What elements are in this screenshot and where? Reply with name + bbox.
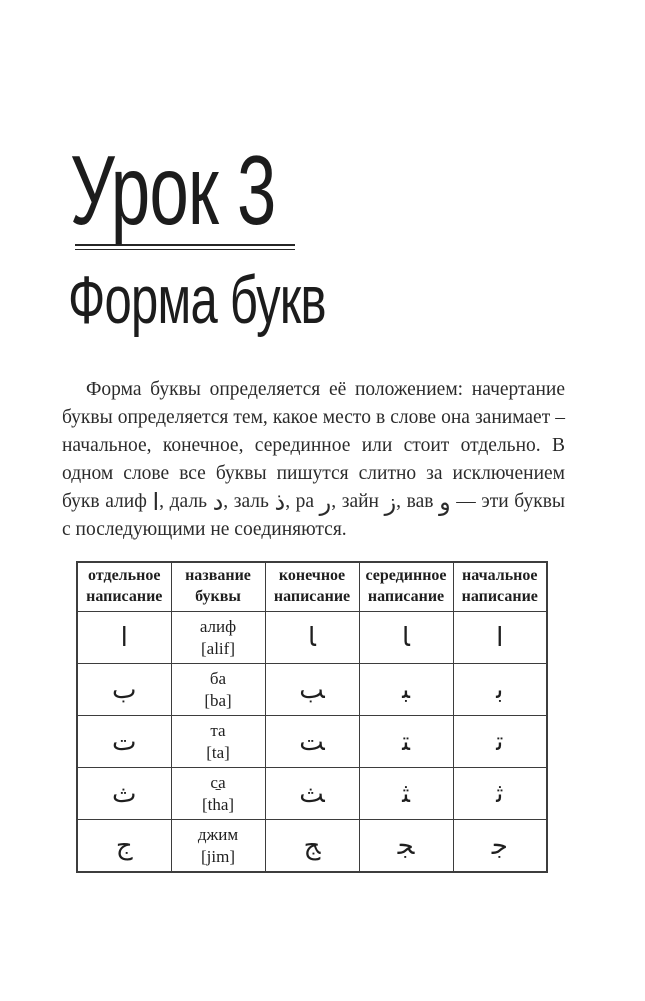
arabic-letter-dal: د	[212, 488, 224, 516]
column-header-initial: начальное написание	[453, 562, 547, 612]
letter-name: джим	[197, 825, 239, 845]
column-header-final: конечное написание	[265, 562, 359, 612]
medial-form-cell: ﺘ	[359, 716, 453, 768]
isolated-form-cell: ﺍ	[77, 612, 171, 664]
isolated-form-cell: ﺙ	[77, 768, 171, 820]
final-form-cell: ﺎ	[265, 612, 359, 664]
table-row-alif	[77, 612, 547, 664]
arabic-letter-waw: و	[439, 488, 451, 516]
lesson-title	[70, 135, 645, 245]
intro-sep2: , заль	[223, 491, 275, 512]
initial-form-cell: ﺑ	[453, 664, 547, 716]
intro-sep4: , зайн	[331, 491, 385, 512]
medial-form-cell: ﺒ	[359, 664, 453, 716]
letter-transcription: [alif]	[201, 638, 235, 658]
medial-form-cell: ﺠ	[359, 820, 453, 873]
table-row-tha	[77, 768, 547, 820]
letter-name: ба	[209, 669, 227, 689]
letter-name: алиф	[199, 617, 237, 637]
intro-paragraph	[62, 376, 565, 544]
letter-forms-table	[76, 561, 548, 873]
page-subtitle	[68, 262, 645, 338]
arabic-letter-ra: ر	[319, 488, 332, 516]
medial-form-cell: ﺎ	[359, 612, 453, 664]
arabic-letter-alif: ا	[152, 488, 160, 516]
initial-form-cell: ﺟ	[453, 820, 547, 873]
lesson-title-text: Урок 3	[70, 135, 276, 245]
final-form-cell: ﺖ	[265, 716, 359, 768]
letter-transcription: [ba]	[204, 690, 232, 710]
column-header-isolated: отдельное написание	[77, 562, 171, 612]
letter-name-cell	[171, 664, 265, 716]
letter-name-cell	[171, 716, 265, 768]
table-header	[77, 562, 547, 612]
letter-name-cell	[171, 612, 265, 664]
letter-transcription: [ta]	[206, 742, 230, 762]
arabic-letter-dhal: ذ	[274, 488, 286, 516]
letter-transcription: [jim]	[201, 846, 235, 866]
medial-form-cell: ﺜ	[359, 768, 453, 820]
table-row-ba	[77, 664, 547, 716]
isolated-form-cell: ﺏ	[77, 664, 171, 716]
final-form-cell: ﺚ	[265, 768, 359, 820]
column-header-name: название буквы	[171, 562, 265, 612]
column-header-medial: серединное написание	[359, 562, 453, 612]
letter-name-cell	[171, 768, 265, 820]
initial-form-cell: ﺗ	[453, 716, 547, 768]
final-form-cell: ﺞ	[265, 820, 359, 873]
table-row-jim	[77, 820, 547, 873]
page-subtitle-text: Форма букв	[68, 262, 326, 338]
table-body	[77, 612, 547, 873]
intro-sep1: , даль	[159, 491, 213, 512]
isolated-form-cell: ﺕ	[77, 716, 171, 768]
letter-transcription: [tha]	[201, 794, 235, 814]
intro-sep5: , вав	[396, 491, 440, 512]
letter-name-cell	[171, 820, 265, 873]
letter-name: с̱а	[210, 773, 226, 793]
letter-name: та	[210, 721, 226, 741]
initial-form-cell: ﺛ	[453, 768, 547, 820]
intro-text-part2: — эти буквы с последующими не соединяются.	[62, 491, 565, 540]
isolated-form-cell: ﺝ	[77, 820, 171, 873]
final-form-cell: ﺐ	[265, 664, 359, 716]
table-row-ta	[77, 716, 547, 768]
intro-sep3: , ра	[285, 491, 320, 512]
arabic-letter-zayn: ز	[384, 488, 397, 516]
initial-form-cell: ﺍ	[453, 612, 547, 664]
header-row	[77, 562, 547, 612]
intro-text-part1: Форма буквы определяется её положением: начертание буквы определяется тем, какое место в слове она занимает – начальное, конечное, серединное или стоит отдельно. В одном слове все буквы пишутся слитно за исключением букв алиф	[62, 379, 565, 512]
